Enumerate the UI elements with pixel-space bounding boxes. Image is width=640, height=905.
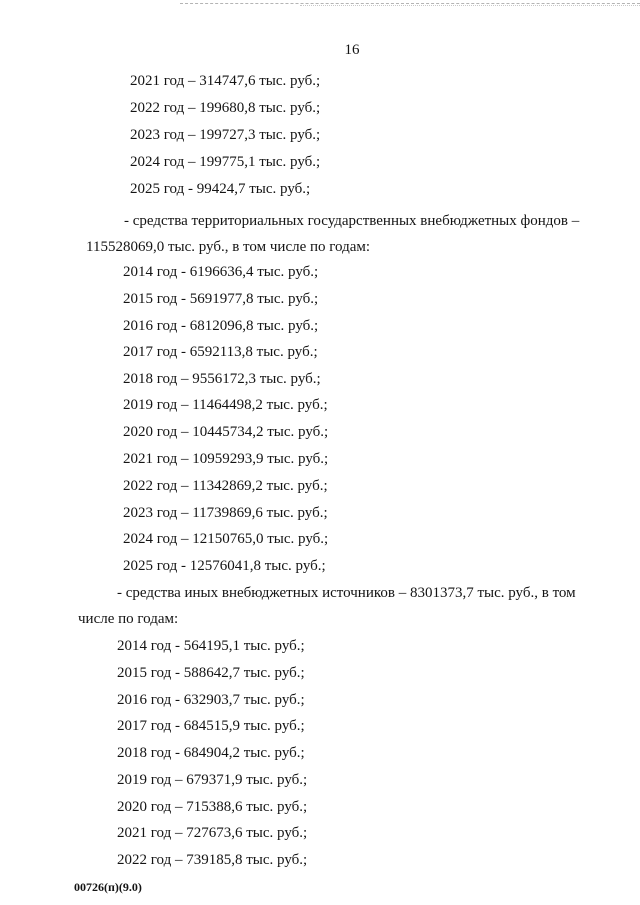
other-sources-year-line: 2020 год – 715388,6 тыс. руб.; [117,799,308,815]
scan-artifact-top [180,0,640,8]
territorial-year-line: 2014 год - 6196636,4 тыс. руб.; [123,264,319,280]
territorial-year-line: 2019 год – 11464498,2 тыс. руб.; [123,397,328,413]
document-footer-code: 00726(п)(9.0) [74,880,142,894]
other-sources-year-line: 2015 год - 588642,7 тыс. руб.; [117,665,305,681]
budget-year-line: 2021 год – 314747,6 тыс. руб.; [130,73,321,89]
territorial-year-line: 2025 год - 12576041,8 тыс. руб.; [123,558,326,574]
territorial-year-line: 2023 год – 11739869,6 тыс. руб.; [123,505,328,521]
territorial-year-line: 2015 год - 5691977,8 тыс. руб.; [123,291,319,307]
territorial-year-line: 2016 год - 6812096,8 тыс. руб.; [123,318,319,334]
territorial-year-line: 2024 год – 12150765,0 тыс. руб.; [123,531,329,547]
page-number: 16 [344,42,360,58]
territorial-funds-heading-cont: 115528069,0 тыс. руб., в том числе по годам: [86,239,371,255]
other-sources-year-line: 2021 год – 727673,6 тыс. руб.; [117,825,308,841]
territorial-year-line: 2021 год – 10959293,9 тыс. руб.; [123,451,329,467]
other-sources-heading-cont: числе по годам: [78,611,179,627]
other-sources-heading: - средства иных внебюджетных источников – 8301373,7 тыс. руб., в том [117,585,576,601]
other-sources-year-line: 2014 год - 564195,1 тыс. руб.; [117,638,305,654]
other-sources-year-line: 2016 год - 632903,7 тыс. руб.; [117,692,305,708]
territorial-funds-heading: - средства территориальных государственных внебюджетных фондов – [124,213,580,229]
budget-year-line: 2024 год – 199775,1 тыс. руб.; [130,154,321,170]
budget-year-line: 2022 год – 199680,8 тыс. руб.; [130,100,321,116]
other-sources-year-line: 2018 год - 684904,2 тыс. руб.; [117,745,305,761]
budget-year-line: 2023 год – 199727,3 тыс. руб.; [130,127,321,143]
territorial-year-line: 2018 год – 9556172,3 тыс. руб.; [123,371,321,387]
other-sources-year-line: 2019 год – 679371,9 тыс. руб.; [117,772,308,788]
territorial-year-line: 2020 год – 10445734,2 тыс. руб.; [123,424,329,440]
other-sources-year-line: 2017 год - 684515,9 тыс. руб.; [117,718,305,734]
other-sources-year-line: 2022 год – 739185,8 тыс. руб.; [117,852,308,868]
territorial-year-line: 2017 год - 6592113,8 тыс. руб.; [123,344,318,360]
territorial-year-line: 2022 год – 11342869,2 тыс. руб.; [123,478,328,494]
budget-year-line: 2025 год - 99424,7 тыс. руб.; [130,181,311,197]
